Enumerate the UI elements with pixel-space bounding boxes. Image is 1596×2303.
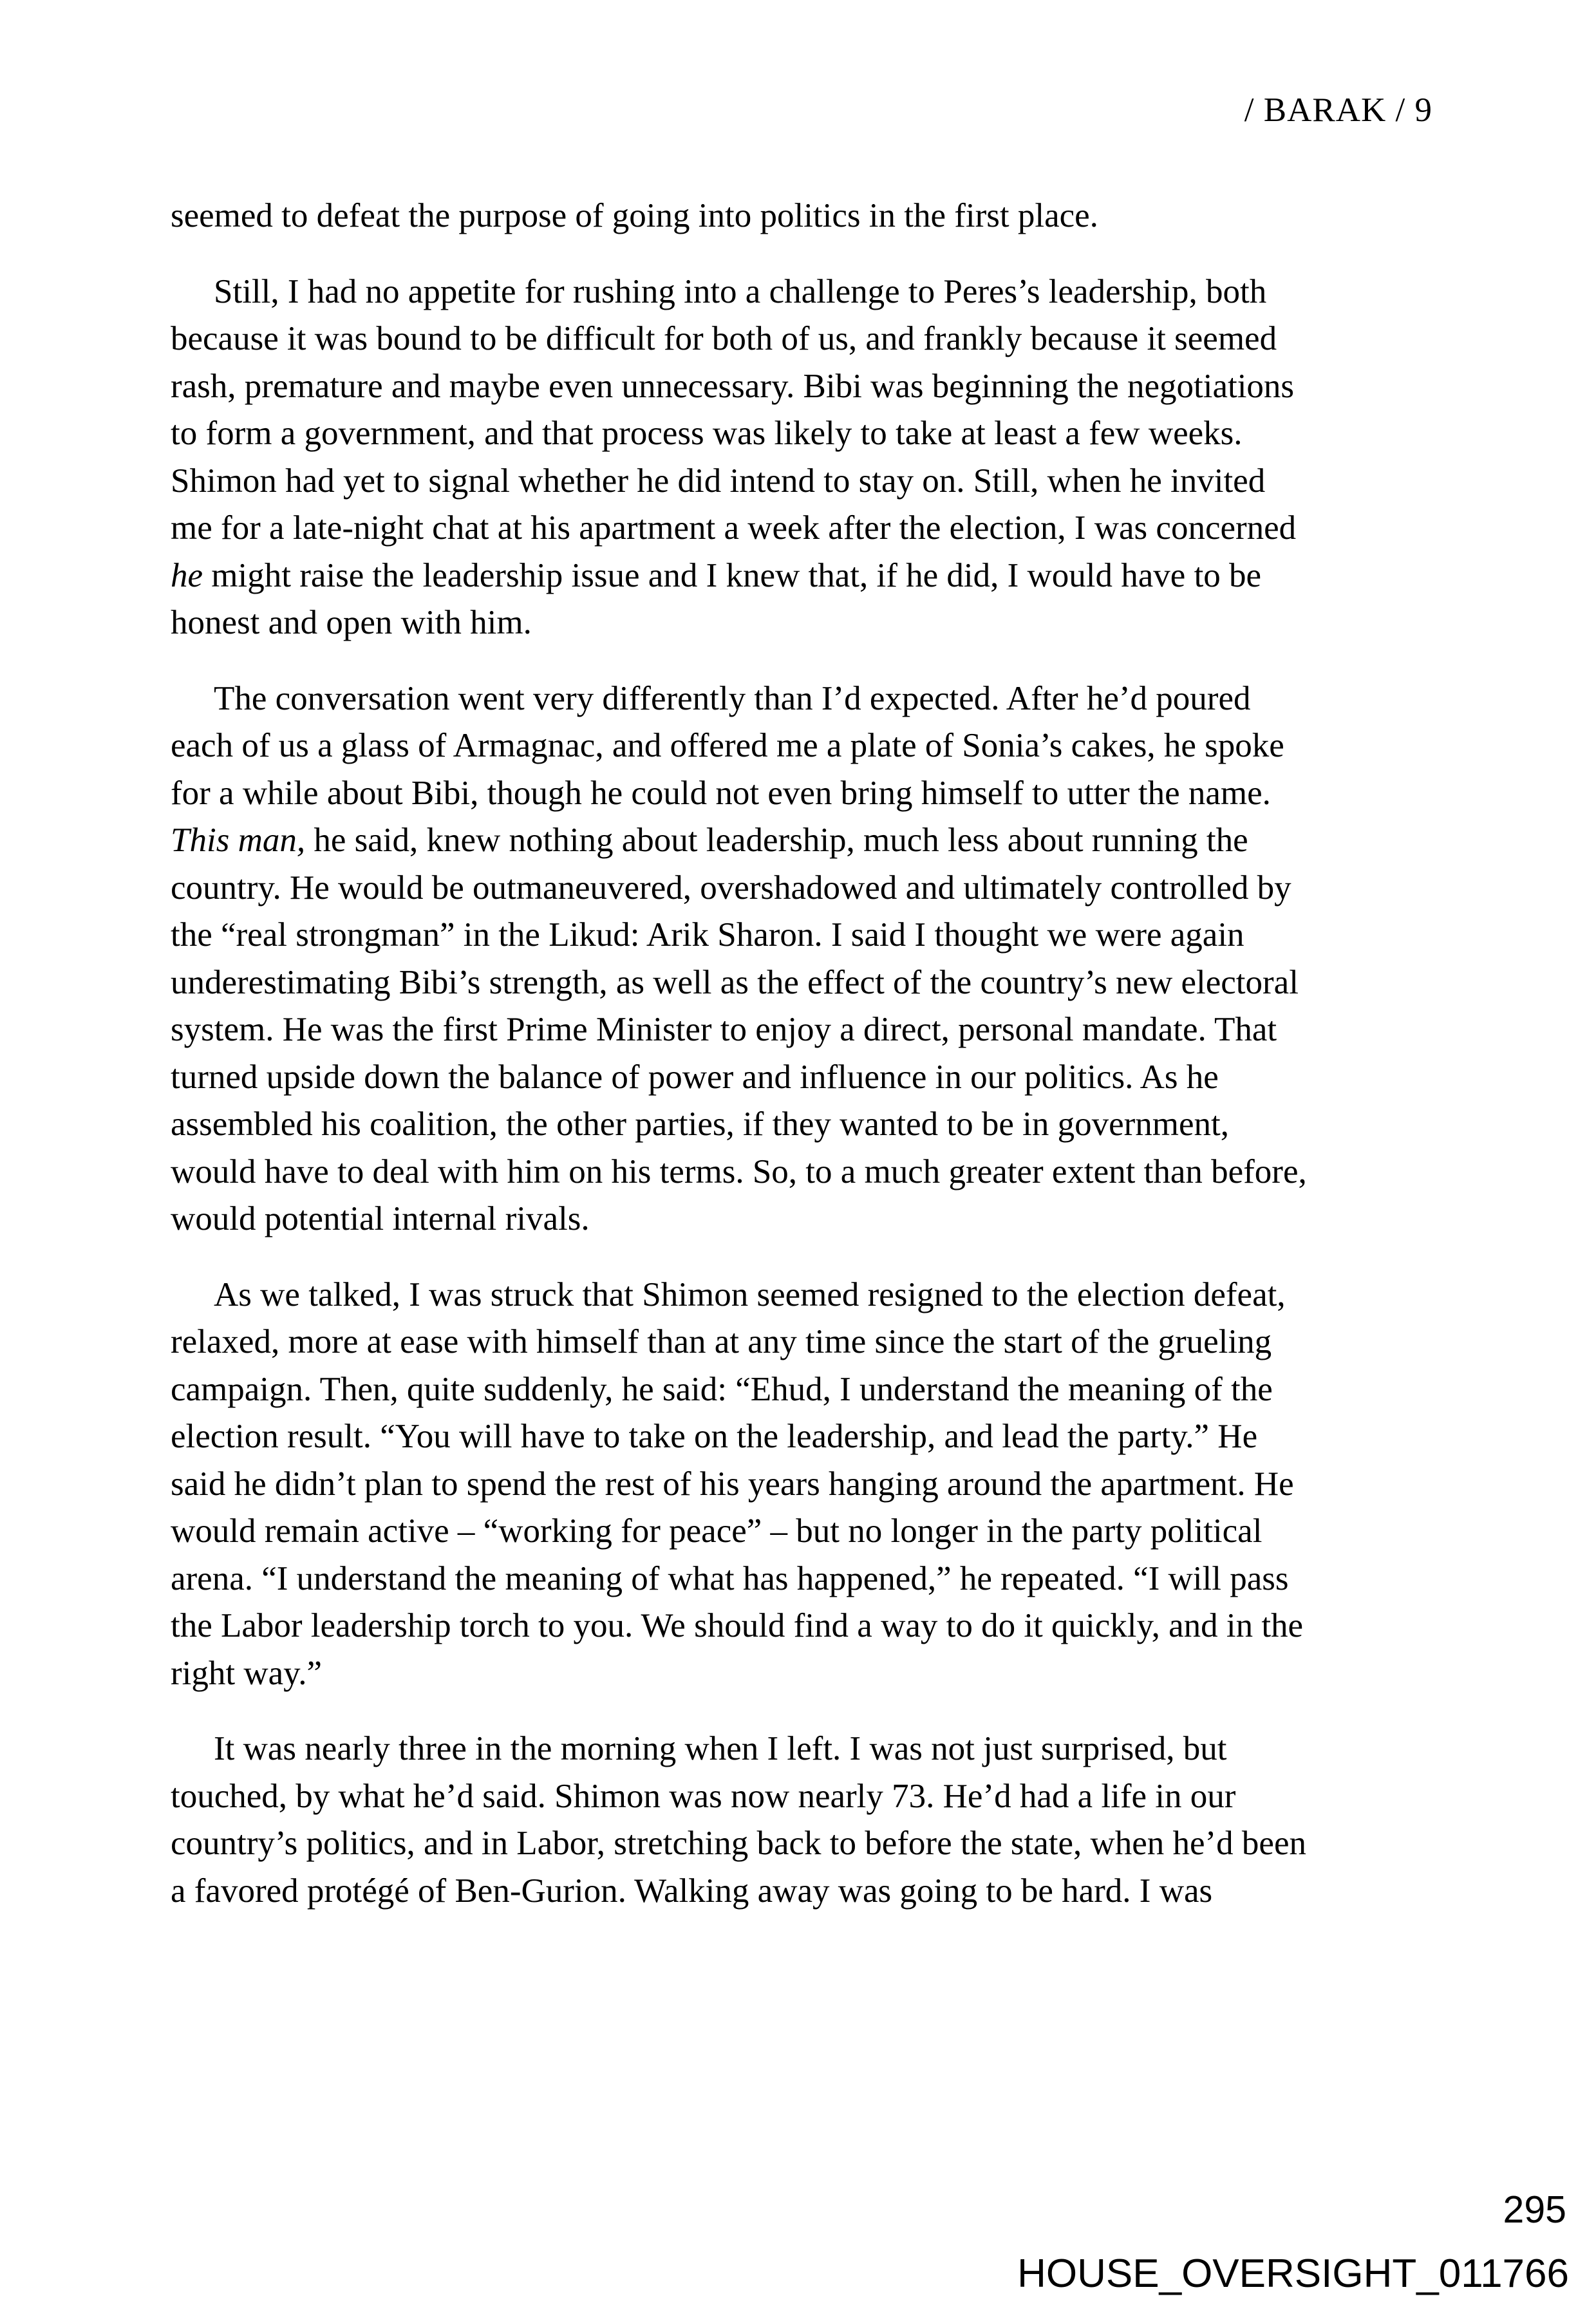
- text-segment: campaign. Then, quite suddenly, he said: “Ehud, I understand the meaning of the: [171, 1370, 1273, 1408]
- text-segment: me for a late-night chat at his apartment a week after the election, I was concerned: [171, 509, 1297, 547]
- text-line: [171, 599, 1449, 647]
- text-segment: a favored protégé of Ben-Gurion. Walking away was going to be hard. I was: [171, 1872, 1213, 1910]
- body-text: [171, 193, 1449, 1915]
- text-segment: The conversation went very differently than I’d expected. After he’d poured: [214, 679, 1251, 717]
- text-line: [171, 1461, 1449, 1509]
- text-segment: system. He was the first Prime Minister to enjoy a direct, personal mandate. That: [171, 1011, 1277, 1048]
- text-line: [171, 1508, 1449, 1556]
- text-segment: arena. “I understand the meaning of what has happened,” he repeated. “I will pass: [171, 1559, 1289, 1597]
- text-line: [171, 1196, 1449, 1243]
- text-segment: Still, I had no appetite for rushing into a challenge to Peres’s leadership, both: [214, 272, 1267, 310]
- text-line: [171, 1868, 1449, 1915]
- text-line: [171, 865, 1449, 912]
- text-line: [171, 1650, 1449, 1698]
- text-segment: the “real strongman” in the Likud: Arik Sharon. I said I thought we were again: [171, 916, 1244, 954]
- text-segment: election result. “You will have to take on the leadership, and lead the party.” He: [171, 1418, 1258, 1455]
- text-line: [171, 912, 1449, 959]
- text-segment: country. He would be outmaneuvered, overshadowed and ultimately controlled by: [171, 869, 1291, 907]
- text-line: [171, 770, 1449, 818]
- text-line: [171, 959, 1449, 1007]
- text-line: [171, 1149, 1449, 1196]
- text-line: [171, 410, 1449, 458]
- text-segment: relaxed, more at ease with himself than at any time since the start of the grueling: [171, 1323, 1272, 1360]
- text-segment: As we talked, I was struck that Shimon seemed resigned to the election defeat,: [214, 1275, 1286, 1313]
- text-line: [171, 817, 1449, 865]
- text-line: [171, 1413, 1449, 1461]
- text-segment: to form a government, and that process was likely to take at least a few weeks.: [171, 415, 1243, 452]
- text-segment: country’s politics, and in Labor, stretching back to before the state, when he’d been: [171, 1825, 1306, 1862]
- text-segment: underestimating Bibi’s strength, as well as the effect of the country’s new electoral: [171, 963, 1299, 1001]
- text-line: [171, 193, 1449, 240]
- text-segment: right way.”: [171, 1654, 322, 1692]
- text-segment: would potential internal rivals.: [171, 1200, 590, 1237]
- text-line: [171, 458, 1449, 505]
- text-segment: the Labor leadership torch to you. We should find a way to do it quickly, and in the: [171, 1607, 1304, 1644]
- text-line: [171, 1319, 1449, 1366]
- text-segment: seemed to defeat the purpose of going into politics in the first place.: [171, 197, 1098, 234]
- bates-stamp: HOUSE_OVERSIGHT_011766: [1017, 2251, 1569, 2296]
- paragraph: [171, 1272, 1449, 1698]
- text-line: [171, 552, 1449, 600]
- text-segment: might raise the leadership issue and I knew that, if he did, I would have to be: [203, 556, 1262, 594]
- text-line: [171, 1773, 1449, 1821]
- text-line: [171, 1101, 1449, 1149]
- text-line: [171, 675, 1449, 723]
- text-segment: touched, by what he’d said. Shimon was now nearly 73. He’d had a life in our: [171, 1777, 1236, 1815]
- text-segment: turned upside down the balance of power and influence in our politics. As he: [171, 1058, 1219, 1096]
- text-line: [171, 363, 1449, 411]
- text-segment: It was nearly three in the morning when I left. I was not just surprised, but: [214, 1730, 1227, 1767]
- text-line: [171, 722, 1449, 770]
- italic-text-segment: he: [171, 556, 203, 594]
- text-segment: he said, knew nothing about leadership, much less about running the: [305, 822, 1248, 859]
- page-number: 295: [1503, 2188, 1566, 2231]
- page-header: / BARAK / 9: [1244, 91, 1432, 129]
- text-segment: Shimon had yet to signal whether he did intend to stay on. Still, when he invited: [171, 462, 1266, 500]
- paragraph: [171, 268, 1449, 647]
- text-line: [171, 268, 1449, 316]
- text-segment: would remain active – “working for peace” – but no longer in the party political: [171, 1512, 1263, 1550]
- text-line: [171, 1272, 1449, 1319]
- text-segment: each of us a glass of Armagnac, and offered me a plate of Sonia’s cakes, he spoke: [171, 727, 1284, 764]
- text-line: [171, 1366, 1449, 1414]
- text-line: [171, 1725, 1449, 1773]
- text-segment: honest and open with him.: [171, 604, 532, 641]
- text-segment: assembled his coalition, the other parties, if they wanted to be in government,: [171, 1105, 1230, 1143]
- text-line: [171, 505, 1449, 552]
- text-segment: would have to deal with him on his terms. So, to a much greater extent than before,: [171, 1152, 1307, 1190]
- text-segment: rash, premature and maybe even unnecessary. Bibi was beginning the negotiations: [171, 367, 1295, 405]
- italic-text-segment: This man,: [171, 822, 306, 859]
- text-segment: because it was bound to be difficult for both of us, and frankly because it seemed: [171, 320, 1277, 357]
- paragraph: [171, 1725, 1449, 1915]
- text-line: [171, 1054, 1449, 1102]
- text-line: [171, 1556, 1449, 1603]
- text-line: [171, 315, 1449, 363]
- text-segment: said he didn’t plan to spend the rest of his years hanging around the apartment. He: [171, 1465, 1294, 1503]
- text-line: [171, 1820, 1449, 1868]
- text-line: [171, 1603, 1449, 1650]
- paragraph: [171, 193, 1449, 240]
- text-segment: for a while about Bibi, though he could not even bring himself to utter the name.: [171, 774, 1271, 812]
- text-line: [171, 1006, 1449, 1054]
- paragraph: [171, 675, 1449, 1243]
